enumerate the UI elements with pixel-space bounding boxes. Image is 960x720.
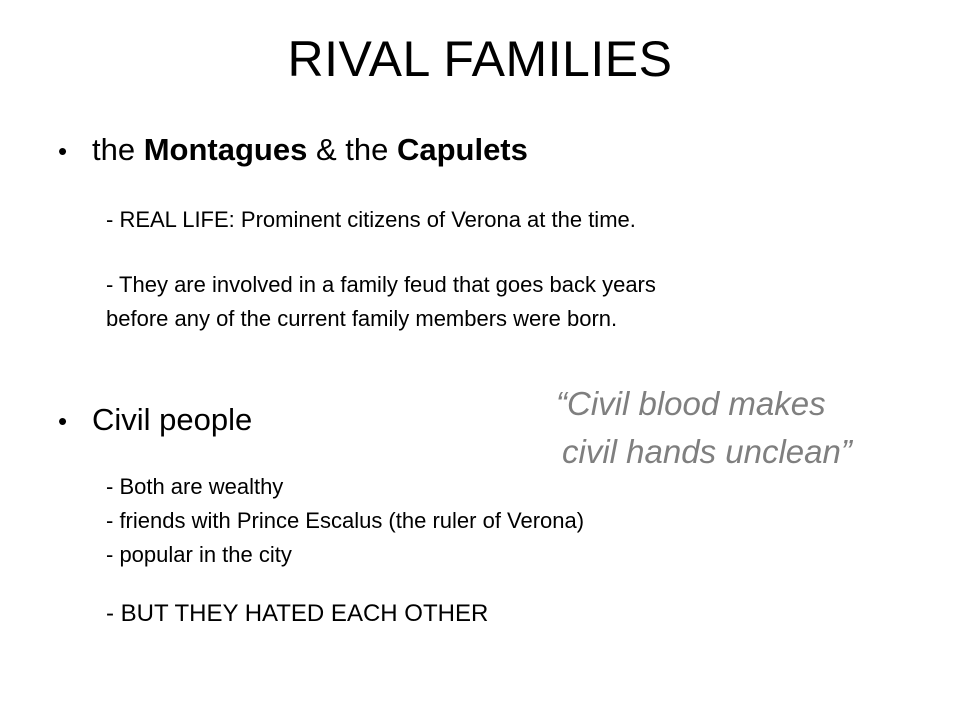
- bullet-text-capulets: Capulets: [396, 132, 528, 167]
- slide-title: RIVAL FAMILIES: [287, 31, 673, 87]
- sub-civil-details: [106, 470, 584, 572]
- sub-family-feud-line-1: - They are involved in a family feud that goes back years: [106, 272, 656, 297]
- bullet-civil-people: [58, 400, 252, 441]
- sub-wealthy: - Both are wealthy: [106, 474, 284, 499]
- bullet-dot: •: [58, 406, 68, 436]
- bullet-text-mid: & the: [307, 132, 397, 167]
- sub-family-feud-line-2: before any of the current family members were born.: [106, 306, 618, 331]
- sub-real-life: - REAL LIFE: Prominent citizens of Verona at the time.: [106, 207, 636, 232]
- sub-family-feud: [106, 268, 656, 336]
- bullet-dot: •: [58, 136, 68, 166]
- quote-line-1: “Civil blood makes: [556, 385, 826, 422]
- bullet-text-civil-people: Civil people: [92, 402, 253, 437]
- quote-civil-blood: [556, 380, 946, 476]
- quote-line-2: civil hands unclean”: [562, 433, 852, 470]
- sub-popular: - popular in the city: [106, 542, 292, 567]
- bullet-text-montagues: Montagues: [143, 132, 308, 167]
- bullet-text-pre: the: [92, 132, 144, 167]
- sub-hated-each-other: - BUT THEY HATED EACH OTHER: [106, 600, 489, 627]
- sub-prince-escalus: - friends with Prince Escalus (the ruler of Verona): [106, 508, 585, 533]
- bullet-montagues-capulets: [58, 130, 528, 171]
